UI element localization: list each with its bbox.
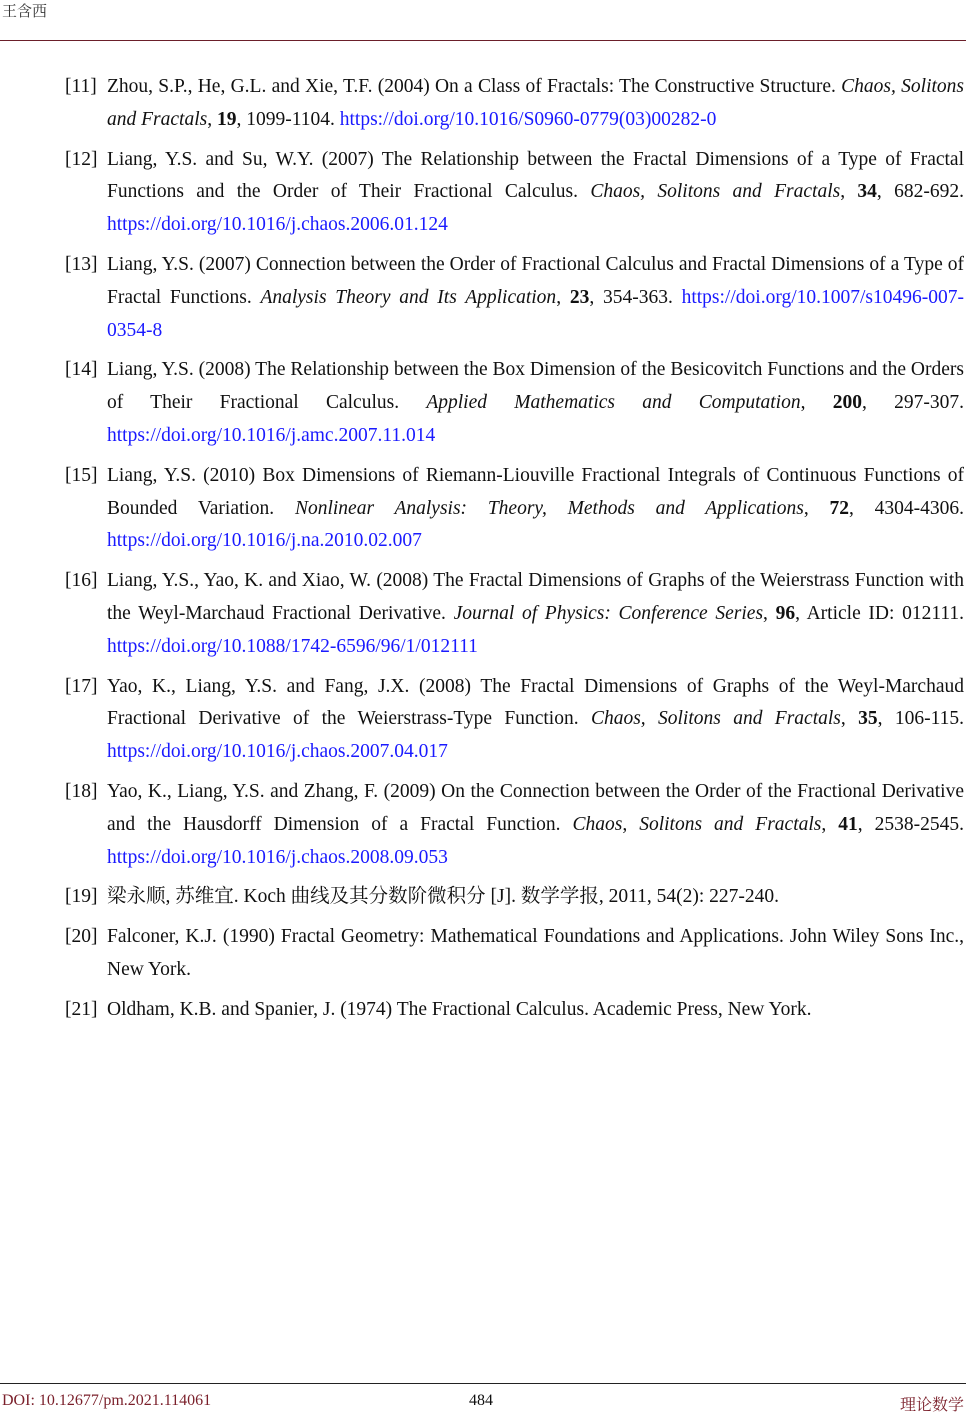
reference-item (65, 144, 964, 242)
reference-text: Zhou, S.P., He, G.L. and Xie, T.F. (2004) On a Class of Fractals: The Constructive Structure. (107, 76, 842, 97)
reference-volume: 72 (829, 497, 849, 519)
reference-journal: Analysis Theory and Its Application (260, 286, 557, 308)
reference-item (65, 881, 964, 914)
reference-doi-link[interactable]: https://doi.org/10.1016/j.amc.2007.11.014 (107, 424, 436, 446)
reference-list (65, 71, 964, 1034)
reference-journal: Chaos, Solitons and Fractals (572, 813, 822, 835)
reference-doi-link[interactable]: https://doi.org/10.1016/j.na.2010.02.007 (107, 530, 422, 552)
footer-journal: 理论数学 (899, 1395, 964, 1414)
reference-text: , 2538-2545. (857, 813, 964, 835)
reference-journal: Nonlinear Analysis: Theory, Methods and Applications (294, 497, 804, 519)
reference-text: Yao, K., Liang, Y.S. and Fang, J.X. (2008) The Fractal Dimensions of Graphs of the Weyl-Marchaud Fractional Derivative of the Weierstrass-Type Function. (107, 675, 964, 730)
reference-journal: Chaos, Solitons and Fractals (590, 708, 841, 730)
reference-volume: 200 (832, 392, 862, 414)
reference-text: , (763, 602, 776, 624)
reference-text: Liang, Y.S. (2010) Box Dimensions of Riemann-Liouville Fractional Integrals of Continuous Functions of Bounded Variation. (107, 464, 964, 519)
running-header-author: 王含西 (2, 2, 48, 20)
reference-doi-link[interactable]: https://doi.org/10.1016/j.chaos.2006.01.124 (107, 214, 448, 236)
reference-item (65, 354, 964, 452)
reference-volume: 96 (775, 602, 796, 624)
reference-text: , (207, 108, 217, 130)
reference-number: [17] (65, 675, 98, 697)
reference-journal: Chaos, Solitons and Fractals (107, 76, 964, 130)
reference-number: [19] (65, 886, 98, 908)
reference-text: Liang, Y.S., Yao, K. and Xiao, W. (2008) The Fractal Dimensions of Graphs of the Weierstrass Function with the Weyl-Marchaud Fractional Derivative. (107, 570, 964, 624)
header-divider (0, 40, 966, 41)
reference-text: , (821, 813, 839, 835)
reference-text: , (803, 497, 830, 519)
reference-text: , (556, 286, 570, 308)
reference-text: , (840, 181, 858, 203)
reference-item (65, 921, 964, 987)
reference-volume: 41 (838, 813, 858, 835)
reference-number: [16] (65, 570, 98, 592)
reference-text: , 1099-1104. (236, 108, 340, 130)
reference-doi-link[interactable]: https://doi.org/10.1088/1742-6596/96/1/012111 (107, 635, 478, 657)
reference-number: [21] (65, 998, 98, 1020)
reference-number: [14] (65, 359, 98, 381)
reference-text: Oldham, K.B. and Spanier, J. (1974) The Fractional Calculus. Academic Press, New York. (107, 998, 812, 1020)
reference-volume: 35 (858, 708, 878, 730)
reference-journal: Chaos, Solitons and Fractals (590, 181, 841, 203)
reference-text: Liang, Y.S. (2007) Connection between the Order of Fractional Calculus and Fractal Dimensions of a Type of Fractal Functions. (107, 253, 964, 308)
reference-item (65, 249, 964, 347)
reference-volume: 19 (216, 108, 237, 130)
reference-text: , 106-115. (877, 708, 964, 730)
footer-doi: DOI: 10.12677/pm.2021.114061 (2, 1392, 212, 1409)
reference-text: Falconer, K.J. (1990) Fractal Geometry: Mathematical Foundations and Applications. John Wiley Sons Inc., New York. (107, 926, 964, 980)
reference-item (65, 776, 964, 874)
reference-number: [13] (65, 253, 98, 275)
reference-doi-link[interactable]: https://doi.org/10.1007/s10496-007-0354-8 (107, 286, 964, 341)
reference-item (65, 994, 964, 1027)
reference-number: [15] (65, 464, 98, 486)
reference-text: , (800, 392, 833, 414)
reference-text: , 4304-4306. (848, 497, 965, 519)
reference-journal: Applied Mathematics and Computation (426, 392, 801, 414)
reference-text: Yao, K., Liang, Y.S. and Zhang, F. (2009) On the Connection between the Order of the Fractional Derivative and the Hausdorff Dimension of a Fractal Function. (107, 780, 964, 835)
reference-text: , Article ID: 012111. (795, 602, 965, 624)
reference-item (65, 565, 964, 663)
reference-text: , 354-363. (589, 286, 682, 308)
reference-text: , (840, 708, 859, 730)
reference-journal: Journal of Physics: Conference Series (453, 602, 764, 624)
reference-doi-link[interactable]: https://doi.org/10.1016/j.chaos.2007.04.017 (107, 741, 448, 763)
reference-item (65, 671, 964, 769)
reference-text: 梁永顺, 苏维宜. Koch 曲线及其分数阶微积分 [J]. 数学学报, 2011, 54(2): 227-240. (107, 886, 779, 908)
reference-doi-link[interactable]: https://doi.org/10.1016/j.chaos.2008.09.053 (107, 846, 448, 868)
reference-number: [20] (65, 926, 98, 948)
reference-text: Liang, Y.S. (2008) The Relationship between the Box Dimension of the Besicovitch Functions and the Orders of Their Fractional Calculus. (107, 359, 964, 414)
reference-doi-link[interactable]: https://doi.org/10.1016/S0960-0779(03)00282-0 (339, 108, 717, 130)
reference-item (65, 460, 964, 558)
reference-number: [11] (65, 76, 97, 97)
footer-divider (0, 1383, 966, 1384)
reference-volume: 23 (569, 286, 590, 308)
reference-number: [12] (65, 148, 98, 170)
reference-item (65, 71, 964, 137)
page-number: 484 (469, 1392, 493, 1409)
reference-number: [18] (65, 780, 98, 802)
reference-text: , 297-307. (862, 392, 965, 414)
reference-volume: 34 (857, 181, 877, 203)
reference-text: , 682-692. (876, 181, 964, 203)
reference-text: Liang, Y.S. and Su, W.Y. (2007) The Relationship between the Fractal Dimensions of a Type of Fractal Functions and the Order of Their Fractional Calculus. (107, 148, 964, 203)
